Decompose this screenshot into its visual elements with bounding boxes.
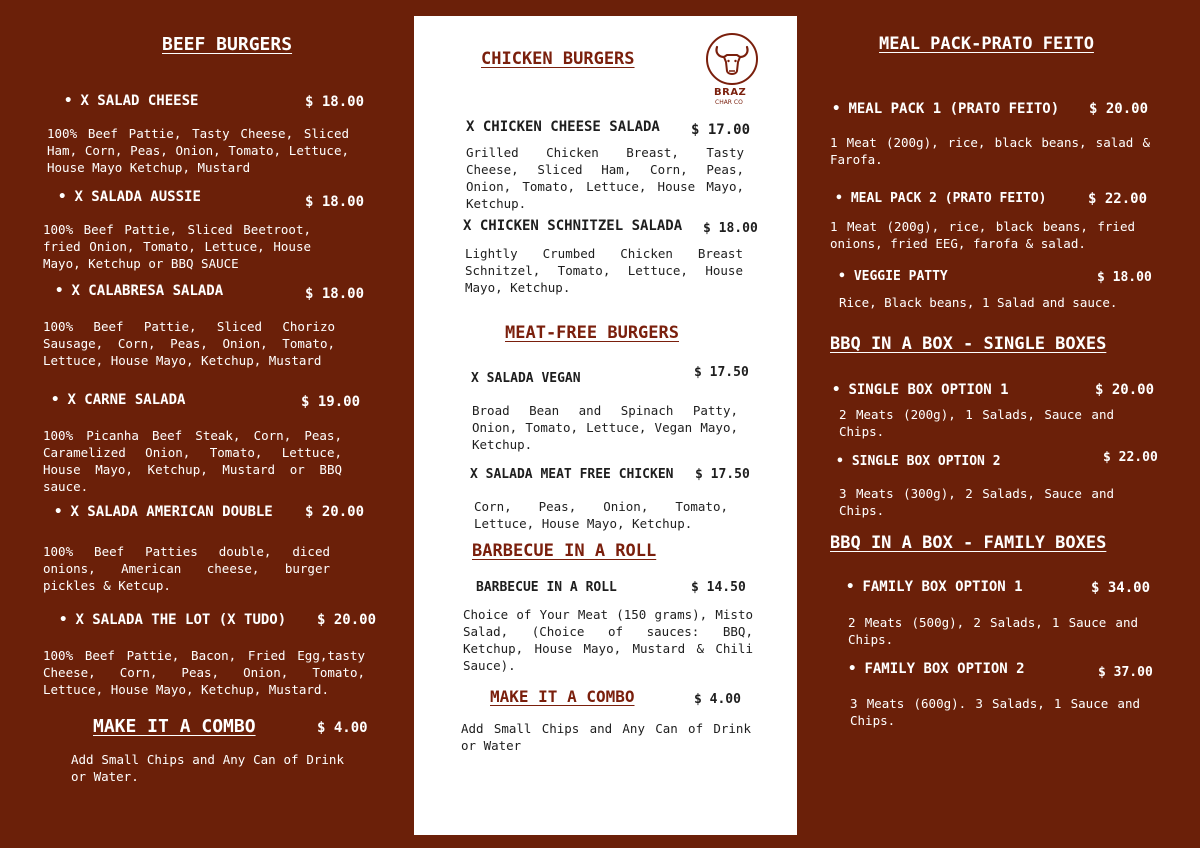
meatfree-title: MEAT-FREE BURGERS: [505, 323, 679, 343]
item-desc: Corn, Peas, Onion, Tomato, Lettuce, House Mayo, Ketchup.: [474, 499, 728, 531]
item-price: $ 20.00: [305, 504, 365, 520]
item-name: X SALADA VEGAN: [471, 371, 581, 386]
item-price: $ 14.50: [691, 580, 746, 595]
item-desc: 1 Meat (200g), rice, black beans, fried onions, fried EEG, farofa & salad.: [830, 219, 1135, 251]
item-price: $ 18.00: [1097, 270, 1152, 285]
logo-text: BRAZ: [714, 87, 747, 98]
item-name: BARBECUE IN A ROLL: [476, 580, 617, 595]
item-desc: 3 Meats (600g). 3 Salads, 1 Sauce and Chips.: [850, 696, 1140, 728]
item-price: $ 22.00: [1103, 450, 1158, 465]
item-name: • X SALADA AMERICAN DOUBLE: [54, 504, 273, 520]
braz-logo: [705, 31, 759, 111]
item-desc: 100% Beef Patties double, diced onions, American cheese, burger pickles & Ketcup.: [43, 544, 330, 593]
item-desc: Grilled Chicken Breast, Tasty Cheese, Sliced Ham, Corn, Peas, Onion, Tomato, Lettuce, House Mayo, Ketchup.: [466, 145, 744, 211]
item-price: $ 17.00: [691, 122, 751, 138]
item-desc: 100% Beef Pattie, Bacon, Fried Egg,tasty Cheese, Corn, Peas, Onion, Tomato, Lettuce, House Mayo, Ketchup, Mustard.: [43, 648, 365, 697]
combo-title: MAKE IT A COMBO: [93, 716, 256, 737]
item-name: • X SALAD CHEESE: [64, 93, 198, 109]
item-price: $ 37.00: [1098, 665, 1153, 680]
item-price: $ 20.00: [1089, 101, 1149, 117]
item-desc: 100% Beef Pattie, Sliced Beetroot, fried Onion, Tomato, Lettuce, House Mayo, Ketchup or BBQ SAUCE: [43, 222, 311, 271]
item-price: $ 34.00: [1091, 580, 1151, 596]
item-name: • FAMILY BOX OPTION 1: [846, 579, 1023, 595]
item-desc: Broad Bean and Spinach Patty, Onion, Tomato, Lettuce, Vegan Mayo, Ketchup.: [472, 403, 738, 452]
combo-price: $ 4.00: [317, 720, 368, 736]
item-name: X CHICKEN CHEESE SALADA: [466, 119, 660, 135]
family-title: BBQ IN A BOX - FAMILY BOXES: [830, 533, 1107, 553]
item-desc: 2 Meats (200g), 1 Salads, Sauce and Chips.: [839, 407, 1114, 439]
item-desc: 3 Meats (300g), 2 Salads, Sauce and Chips.: [839, 486, 1114, 518]
item-price: $ 20.00: [317, 612, 377, 628]
item-desc: Choice of Your Meat (150 grams), Misto Salad, (Choice of sauces: BBQ, Ketchup, House Mayo, Mustard & Chili Sauce).: [463, 607, 753, 673]
item-desc: 100% Beef Pattie, Sliced Chorizo Sausage, Corn, Peas, Onion, Tomato, Lettuce, House Mayo, Ketchup, Mustard: [43, 319, 335, 368]
roll-title: BARBECUE IN A ROLL: [472, 541, 657, 561]
bull-icon: [705, 31, 759, 91]
meal-title: MEAL PACK-PRATO FEITO: [879, 34, 1094, 54]
item-desc: Lightly Crumbed Chicken Breast Schnitzel, Tomato, Lettuce, House Mayo, Ketchup.: [465, 246, 743, 295]
item-name: • VEGGIE PATTY: [838, 269, 948, 284]
item-price: $ 20.00: [1095, 382, 1155, 398]
item-name: • X CARNE SALADA: [51, 392, 185, 408]
item-name: • SINGLE BOX OPTION 1: [832, 382, 1009, 398]
item-name: • SINGLE BOX OPTION 2: [836, 454, 1001, 469]
item-desc: 100% Picanha Beef Steak, Corn, Peas, Caramelized Onion, Tomato, Lettuce, House Mayo, Ketchup, Mustard or BBQ sauce.: [43, 428, 342, 494]
combo-desc: Add Small Chips and Any Can of Drink or Water.: [71, 752, 344, 784]
item-name: • FAMILY BOX OPTION 2: [848, 661, 1025, 677]
item-desc: 2 Meats (500g), 2 Salads, 1 Sauce and Chips.: [848, 615, 1138, 647]
item-desc: 1 Meat (200g), rice, black beans, salad & Farofa.: [830, 135, 1150, 167]
combo-desc: Add Small Chips and Any Can of Drink or Water: [461, 721, 751, 753]
item-name: • MEAL PACK 1 (PRATO FEITO): [832, 101, 1059, 117]
logo-subtext: CHAR CO: [715, 99, 743, 106]
item-desc: Rice, Black beans, 1 Salad and sauce.: [839, 295, 1118, 310]
item-price: $ 18.00: [305, 94, 365, 110]
item-price: $ 22.00: [1088, 191, 1148, 207]
item-name: • X SALADA AUSSIE: [58, 189, 201, 205]
item-name: • MEAL PACK 2 (PRATO FEITO): [835, 191, 1047, 206]
item-price: $ 19.00: [301, 394, 361, 410]
item-name: X CHICKEN SCHNITZEL SALADA: [463, 218, 683, 234]
item-price: $ 18.00: [703, 221, 758, 236]
chicken-title: CHICKEN BURGERS: [481, 49, 635, 69]
item-name: • X SALADA THE LOT (X TUDO): [59, 612, 286, 628]
item-desc: 100% Beef Pattie, Tasty Cheese, Sliced Ham, Corn, Peas, Onion, Tomato, Lettuce, House Mayo Ketchup, Mustard: [47, 126, 349, 175]
combo-title: MAKE IT A COMBO: [490, 687, 635, 706]
beef-title: BEEF BURGERS: [162, 34, 293, 55]
item-price: $ 17.50: [694, 365, 749, 380]
single-title: BBQ IN A BOX - SINGLE BOXES: [830, 334, 1107, 354]
item-name: • X CALABRESA SALADA: [55, 283, 223, 299]
item-price: $ 18.00: [305, 286, 365, 302]
item-name: X SALADA MEAT FREE CHICKEN: [470, 467, 674, 482]
item-price: $ 18.00: [305, 194, 365, 210]
item-price: $ 17.50: [695, 467, 750, 482]
combo-price: $ 4.00: [694, 692, 741, 707]
